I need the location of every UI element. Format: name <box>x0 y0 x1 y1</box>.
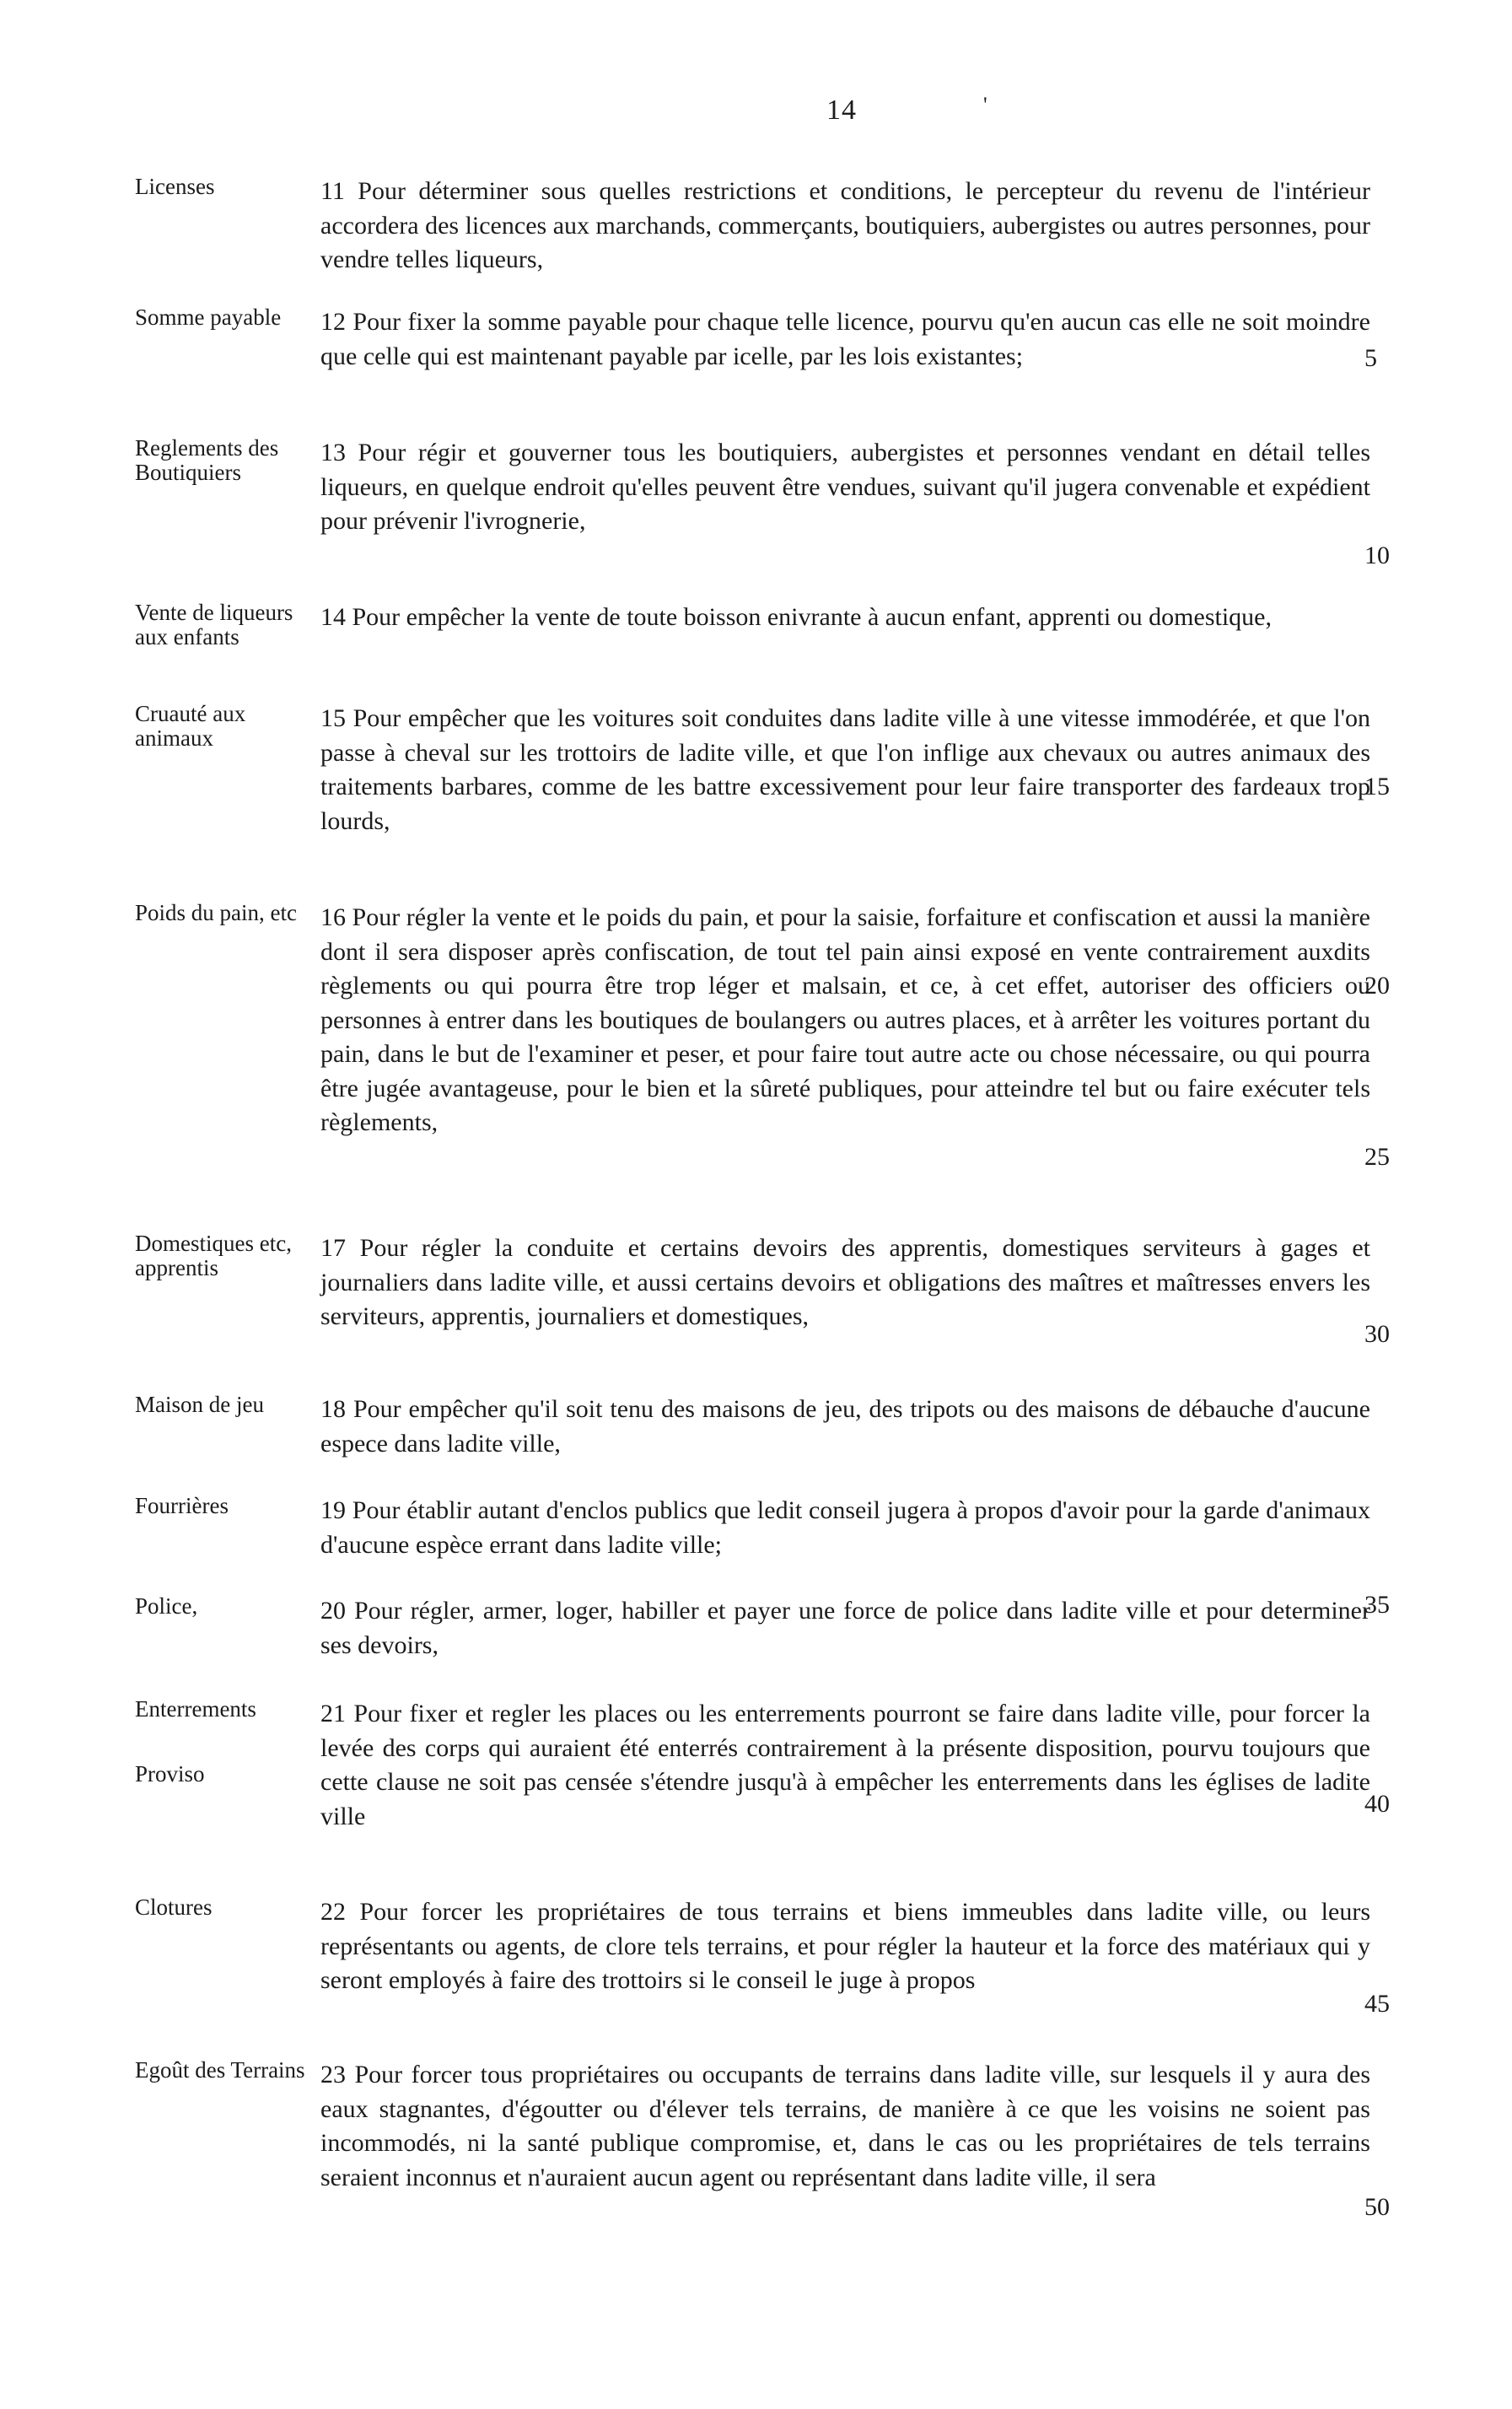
article-text: 14 Pour empêcher la vente de toute boisson enivrante à aucun enfant, apprenti ou domestique, <box>320 603 1272 631</box>
article-text: 23 Pour forcer tous propriétaires ou occupants de terrains dans ladite ville, sur lesquels il y aura des eaux stagnantes, d'égoutter ou d'élever tels terrains, de manière à ce que les voisins ne soient pas incommodés, ni la santé publique compromise, et, dans le cas ou les propriétaires de tels terrains seraient inconnus et n'auraient aucun agent ou représentant dans ladite ville, il sera <box>320 2061 1370 2191</box>
margin-note: Maison de jeu <box>135 1392 264 1417</box>
margin-note: Reglements des Boutiquiers <box>135 435 279 485</box>
margin-note: Police, <box>135 1593 198 1619</box>
line-number: 10 <box>1364 542 1390 569</box>
article-text: 16 Pour régler la vente et le poids du pain, et pour la saisie, forfaiture et confiscation et aussi la manière dont il sera disposer après confiscation, de tout tel pain ainsi exposé en vente contrairement auxdits règlements ou qui pourra être trop léger et malsain, et ce, à cet effet, autoriser des officiers ou personnes à entrer dans les boutiques de boulangers ou autres places, et à arrêter les voitures portant du pain, dans le but de l'examiner et peser, et pour faire tout autre acte ou chose nécessaire, ou qui pourra être jugée avantageuse, pour le bien et la sûreté publiques, pour atteindre tel but ou faire exécuter tels règlements, <box>320 903 1370 1136</box>
margin-note: Fourrières <box>135 1493 229 1518</box>
margin-note: Egoût des Terrains <box>135 2057 305 2083</box>
margin-note: Vente de liqueurs aux enfants <box>135 600 293 649</box>
margin-note: Somme payable <box>135 304 282 330</box>
line-number: 15 <box>1364 773 1390 800</box>
article-text: 22 Pour forcer les propriétaires de tous terrains et biens immeubles dans ladite ville, ou leurs représentants ou agents, de clore tels terrains, et pour régler la hauteur et la force des matériaux qui y seront employés à faire des trottoirs si le conseil le juge à propos <box>320 1898 1370 1994</box>
article-text: 15 Pour empêcher que les voitures soit conduites dans ladite ville à une vitesse immodérée, et que l'on passe à cheval sur les trottoirs de ladite ville, et que l'on inflige aux chevaux ou autres animaux des traitements barbares, comme de les battre excessivement pour leur faire transporter des fardeaux trop lourds, <box>320 704 1370 835</box>
article-text: 12 Pour fixer la somme payable pour chaque telle licence, pourvu qu'en aucun cas elle ne soit moindre que celle qui est maintenant payable par icelle, par les lois existantes; <box>320 308 1370 370</box>
article-text: 20 Pour régler, armer, loger, habiller et payer une force de police dans ladite ville et pour determiner ses devoirs, <box>320 1597 1370 1659</box>
margin-note-proviso: Proviso <box>135 1761 205 1787</box>
line-number: 5 <box>1364 344 1377 372</box>
article-text: 17 Pour régler la conduite et certains devoirs des apprentis, domestiques serviteurs à gages et journaliers dans ladite ville, et aussi certains devoirs et obligations des maîtres et maîtresses envers les serviteurs, apprentis, journaliers et domestiques, <box>320 1234 1370 1330</box>
line-number: 50 <box>1364 2193 1390 2221</box>
line-number: 40 <box>1364 1790 1390 1818</box>
line-number: 30 <box>1364 1320 1390 1348</box>
article-text: 11 Pour déterminer sous quelles restrictions et conditions, le percepteur du revenu de l'intérieur accordera des licences aux marchands, commerçants, boutiquiers, aubergistes ou autres personnes, pour vendre telles liqueurs, <box>320 177 1370 273</box>
margin-note: Licenses <box>135 174 215 199</box>
line-number: 45 <box>1364 1990 1390 2018</box>
article-text: 21 Pour fixer et regler les places ou les enterrements pourront se faire dans ladite ville, pour forcer la levée des corps qui auraient été enterrés contrairement à la présente disposition, pourvu toujours que cette clause ne soit pas censée s'étendre jusqu'à à empêcher les enterrements dans les églises de ladite ville <box>320 1700 1370 1830</box>
margin-note: Poids du pain, etc <box>135 900 297 925</box>
line-number: 35 <box>1364 1591 1390 1619</box>
page-number: 14 <box>826 94 857 126</box>
article-text: 19 Pour établir autant d'enclos publics que ledit conseil jugera à propos d'avoir pour la garde d'animaux d'aucune espèce errant dans ladite ville; <box>320 1496 1370 1559</box>
stray-ink-mark: ' <box>983 93 987 117</box>
margin-note <box>135 1697 312 1787</box>
margin-note: Clotures <box>135 1894 213 1920</box>
article-text: 18 Pour empêcher qu'il soit tenu des maisons de jeu, des tripots ou des maisons de débauche d'aucune espece dans ladite ville, <box>320 1395 1370 1458</box>
margin-note: Domestiques etc, apprentis <box>135 1231 292 1280</box>
margin-note: Cruauté aux animaux <box>135 701 246 751</box>
line-number: 25 <box>1364 1143 1390 1171</box>
line-number: 20 <box>1364 972 1390 1000</box>
margin-note-main: Enterrements <box>135 1696 256 1722</box>
article-text: 13 Pour régir et gouverner tous les boutiquiers, aubergistes et personnes vendant en détail telles liqueurs, en quelque endroit qu'elles peuvent être vendues, suivant qu'il jugera convenable et expédient pour prévenir l'ivrognerie, <box>320 439 1370 535</box>
